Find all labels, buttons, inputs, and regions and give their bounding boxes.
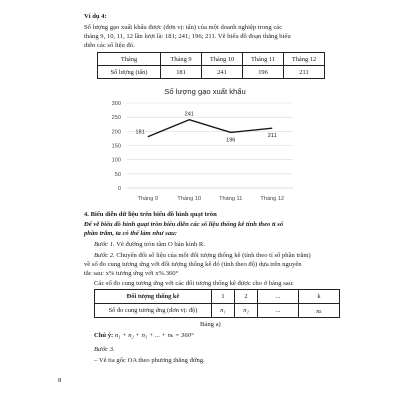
step-1 [94, 240, 205, 249]
table-header-cell: Tháng 11 [243, 53, 284, 66]
note-label: Chú ý: [94, 332, 114, 339]
table-cell: 196 [243, 66, 284, 79]
x-tick-label: Tháng 11 [219, 196, 243, 202]
table-row-label: Số đo cung tương ứng (đơn vị: độ) [95, 304, 212, 318]
table-header-cell: Tháng [98, 53, 161, 66]
note [94, 331, 194, 340]
table-caption: Bảng a) [200, 321, 221, 328]
table-cell: n₂ [235, 304, 258, 318]
table-header-cell: Tháng 9 [161, 53, 202, 66]
step-2-line-1 [94, 251, 311, 260]
note-formula: n₁ + n₂ + n₃ + ... + nₖ = 360° [114, 332, 194, 339]
step-2-label: Bước 2. [94, 252, 115, 259]
step-2-line-3: tắc sau: x% tương ứng với x%.360° [84, 270, 179, 277]
data-label: 181 [135, 129, 145, 136]
table-cell: 2 [235, 290, 258, 304]
y-tick-label: 200 [111, 129, 121, 136]
page-number: 8 [58, 377, 62, 384]
step-3-text: – Vẽ tia gốc OA theo phương thẳng đứng. [94, 357, 205, 364]
example-heading: Ví dụ 4: [84, 13, 107, 20]
table-cell: nₖ [299, 304, 340, 318]
step-2-text-1: Chuyển đổi số liệu của mỗi đối tượng thống kê (tính theo tỉ số phần trăm) [116, 252, 311, 259]
table-intro: Các số đo cung tương ứng với các đối tượng thống kê được cho ở bảng sau: [94, 280, 294, 287]
data-label: 211 [267, 133, 277, 140]
table-cell: ... [258, 290, 299, 304]
y-tick-label: 0 [117, 186, 121, 192]
section-intro-line-2: phần trăm, ta có thể làm như sau: [84, 230, 177, 237]
table-header-cell: Tháng 10 [202, 53, 243, 66]
table-row [95, 290, 340, 304]
x-tick-label: Tháng 9 [137, 196, 159, 202]
table-cell: k [299, 290, 340, 304]
step-3-label: Bước 3. [94, 346, 115, 353]
chart-title: Số lượng gạo xuất khẩu [164, 87, 246, 96]
table-cell: n₁ [212, 304, 235, 318]
y-tick-label: 300 [111, 101, 121, 107]
table-cell: 1 [212, 290, 235, 304]
section-heading: 4. Biểu diễn dữ liệu trên biểu đồ hình quạt tròn [84, 211, 217, 218]
table-cell: ... [258, 304, 299, 318]
table-row-label: Số lượng (tấn) [98, 66, 161, 79]
y-tick-label: 50 [114, 171, 121, 178]
step-2-line-2: về số đo cung tương ứng với đối tượng thống kê đó (tính theo độ) dựa trên nguyên [84, 261, 302, 268]
y-tick-label: 250 [111, 115, 121, 122]
table-cell: 181 [161, 66, 202, 79]
section-intro-line-1: Để vẽ biểu đồ hình quạt tròn biểu diễn các số liệu thống kê tính theo tỉ số [84, 221, 284, 228]
step-1-label: Bước 1. [94, 241, 115, 248]
y-tick-label: 150 [111, 143, 121, 150]
table-cell: 241 [202, 66, 243, 79]
step-1-text: Vẽ đường tròn tâm O bán kính R. [116, 241, 205, 248]
example-text-line-3: diễn các số liệu đó. [84, 42, 135, 49]
data-label: 196 [226, 137, 236, 144]
table-header-cell: Tháng 12 [284, 53, 325, 66]
x-tick-label: Tháng 10 [177, 196, 202, 202]
table-row-label: Đối tượng thống kê [95, 290, 212, 304]
arc-measure-table [94, 289, 340, 318]
data-label: 241 [184, 111, 194, 118]
table-cell: 211 [284, 66, 325, 79]
example-text-line-1: Số lượng gạo xuất khẩu được (đơn vị: tấn) của một doanh nghiệp trong các [84, 24, 283, 31]
table-row [95, 304, 340, 318]
x-tick-label: Tháng 12 [260, 196, 285, 202]
y-tick-label: 100 [111, 157, 121, 164]
series-line [148, 120, 273, 137]
example-text-line-2: tháng 9, 10, 11, 12 lần lượt là: 181; 241; 196; 211. Vẽ biểu đồ đoạn thẳng biểu [84, 33, 291, 40]
